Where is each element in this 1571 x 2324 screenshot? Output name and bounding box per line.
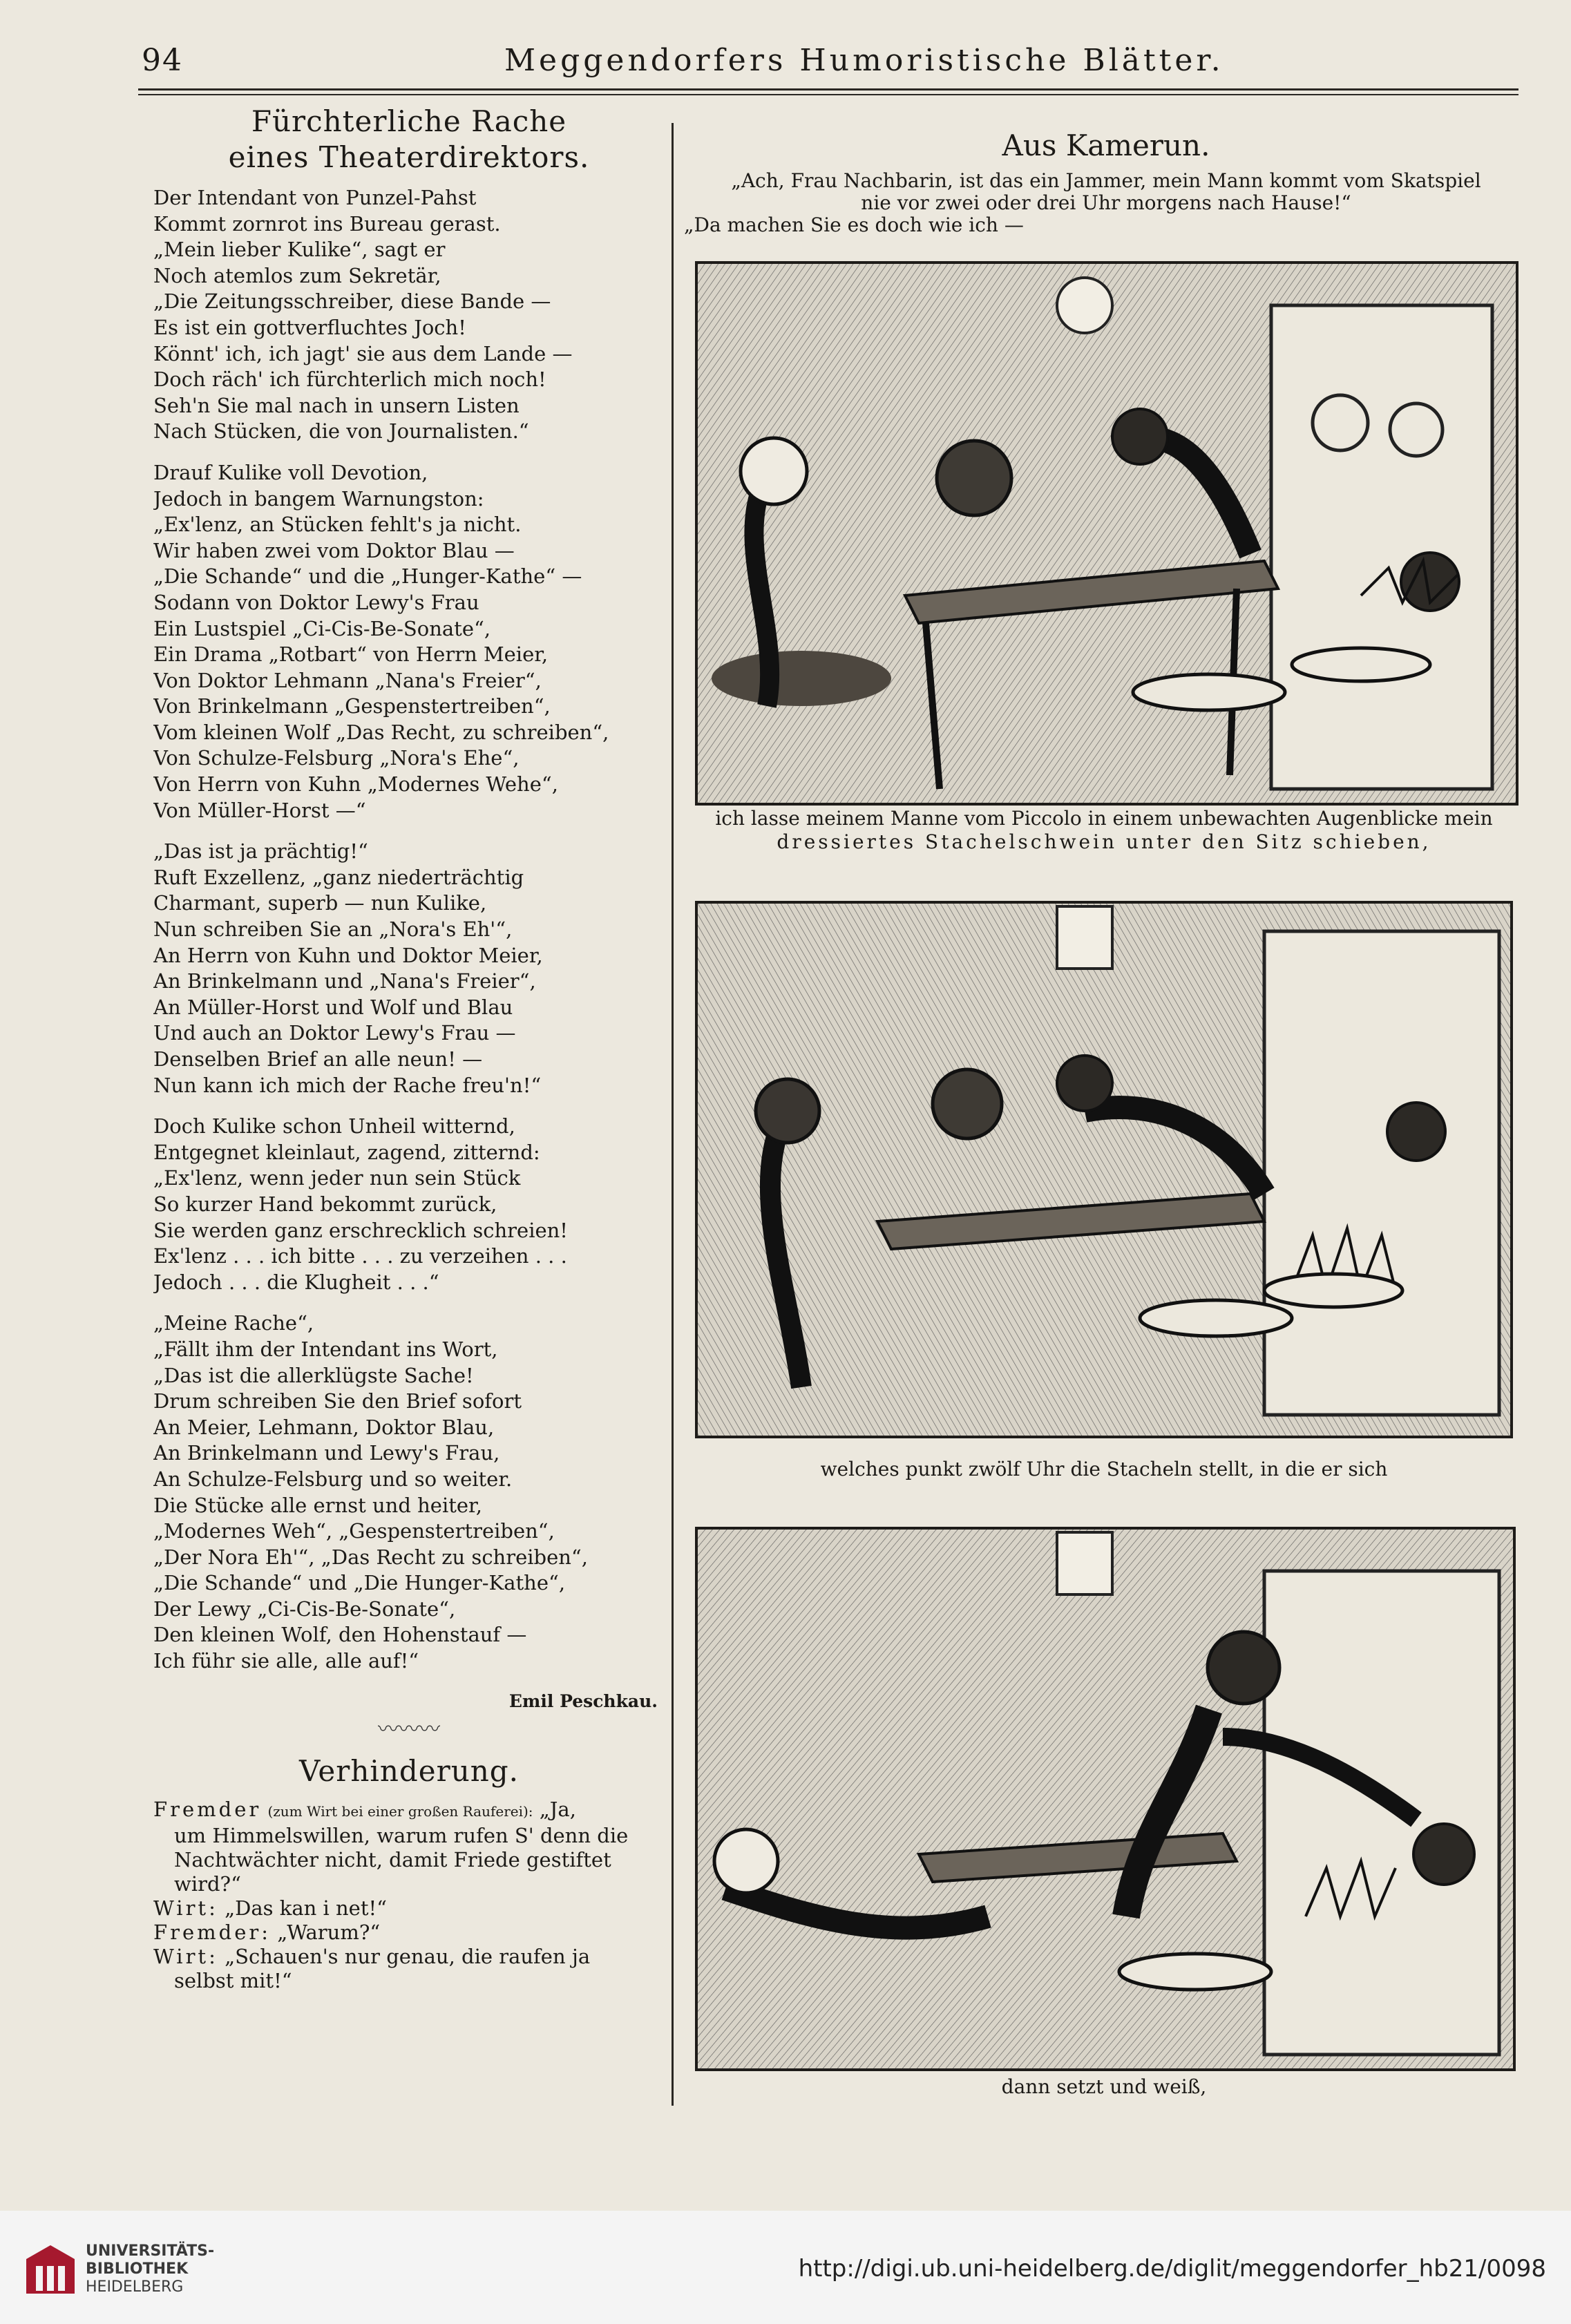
- card-game-scene-panel: [695, 261, 1518, 806]
- dialogue-text: „Ja,: [539, 1797, 576, 1821]
- poem-line: „Das ist ja prächtig!“: [153, 839, 368, 864]
- poem-line: „Der Nora Eh'“, „Das Recht zu schreiben“,: [153, 1545, 588, 1569]
- poem-line: Und auch an Doktor Lewy's Frau —: [153, 1021, 516, 1045]
- poem-line: Den kleinen Wolf, den Hohenstauf —: [153, 1623, 527, 1647]
- left-column: [153, 104, 665, 1993]
- poem-line: Ein Drama „Rotbart“ von Herrn Meier,: [153, 642, 549, 667]
- poem-line: Jedoch . . . die Klugheit . . .“: [153, 1270, 439, 1294]
- intro-line: nie vor zwei oder drei Uhr morgens nach Hause!“: [861, 191, 1351, 214]
- poem-line: „Ex'lenz, wenn jeder nun sein Stück: [153, 1166, 521, 1190]
- right-column: [684, 127, 1528, 236]
- poem-line: „Die Zeitungsschreiber, diese Bande —: [153, 289, 551, 314]
- poem-line: Von Brinkelmann „Gespenstertreiben“,: [153, 694, 551, 718]
- poem-line: Nun schreiben Sie an „Nora's Eh'“,: [153, 917, 513, 942]
- poem-line: Denselben Brief an alle neun! —: [153, 1047, 483, 1071]
- cartoon-title: Aus Kamerun.: [1002, 128, 1210, 162]
- author-signature: Emil Peschkau.: [508, 1690, 658, 1711]
- dialogue-line: [153, 1896, 665, 1921]
- poem-body: [153, 185, 665, 1675]
- poem-line: „Die Schande“ und „Die Hunger-Kathe“,: [153, 1571, 566, 1595]
- poem2-title: Verhinderung.: [298, 1753, 520, 1788]
- poem-line: Doch Kulike schon Unheil witternd,: [153, 1114, 515, 1139]
- digitization-footer: [0, 2211, 1571, 2324]
- header-rule-bottom: [138, 94, 1518, 95]
- poem-line: An Herrn von Kuhn und Doktor Meier,: [153, 943, 543, 967]
- poem-line: Wir haben zwei vom Doktor Blau —: [153, 538, 515, 562]
- library-name-line: BIBLIOTHEK: [86, 2260, 189, 2278]
- poem-stanza: [153, 1311, 665, 1674]
- poem-line: Nun kann ich mich der Rache freu'n!“: [153, 1073, 542, 1097]
- poem-line: Vom kleinen Wolf „Das Recht, zu schreiben“,: [153, 720, 609, 744]
- poem-line: Seh'n Sie mal nach in unsern Listen: [153, 393, 520, 417]
- dialogue-text: „Schauen's nur genau, die raufen ja: [225, 1944, 591, 1968]
- library-name: [86, 2242, 214, 2296]
- panel-caption: [691, 1458, 1517, 1481]
- stage-direction: (zum Wirt bei einer großen Rauferei):: [267, 1802, 533, 1820]
- poem-line: Der Lewy „Ci-Cis-Be-Sonate“,: [153, 1597, 456, 1621]
- poem-line: Ex'lenz . . . ich bitte . . . zu verzeihen . . .: [153, 1244, 567, 1268]
- poem-line: „Meine Rache“,: [153, 1311, 314, 1335]
- poem-line: Ich führ sie alle, alle auf!“: [153, 1649, 419, 1673]
- poem-line: Ruft Exzellenz, „ganz niederträchtig: [153, 865, 524, 889]
- poem-stanza: [153, 185, 665, 445]
- dialogue-text: um Himmelswillen, warum rufen S' denn die: [174, 1823, 629, 1847]
- caption-line: welches punkt zwölf Uhr die Stacheln stellt, in die er sich: [820, 1458, 1388, 1480]
- poem-title-line: eines Theaterdirektors.: [228, 140, 590, 174]
- magazine-title: Meggendorfers Humoristische Blätter.: [504, 43, 1224, 78]
- man-jumps-up-panel: [695, 1527, 1516, 2071]
- poem-line: Kommt zornrot ins Bureau gerast.: [153, 211, 501, 236]
- dialogue-line: [153, 1824, 665, 1848]
- poem-line: Ein Lustspiel „Ci-Cis-Be-Sonate“,: [153, 616, 491, 640]
- poem-line: An Müller-Horst und Wolf und Blau: [153, 995, 513, 1019]
- separator-ornament: 〰〰〰: [378, 1717, 440, 1742]
- poem-line: So kurzer Hand bekommt zurück,: [153, 1192, 497, 1216]
- dialogue-line: [153, 1798, 665, 1824]
- poem2-body: [153, 1798, 665, 1993]
- caption-line: dann setzt und weiß,: [1001, 2075, 1207, 2098]
- poem-line: Von Doktor Lehmann „Nana's Freier“,: [153, 668, 542, 692]
- cartoon-illustration: [698, 904, 1510, 1436]
- speaker-label: Wirt:: [153, 1944, 218, 1968]
- library-name-line: HEIDELBERG: [86, 2278, 184, 2296]
- poem-line: Von Herrn von Kuhn „Modernes Wehe“,: [153, 772, 558, 797]
- library-logo-icon: [19, 2238, 82, 2301]
- poem-line: „Modernes Weh“, „Gespenstertreiben“,: [153, 1519, 555, 1543]
- poem-title: [153, 104, 665, 175]
- poem-line: „Das ist die allerklügste Sache!: [153, 1363, 474, 1387]
- poem-line: Doch räch' ich fürchterlich mich noch!: [153, 368, 546, 392]
- poem-line: Die Stücke alle ernst und heiter,: [153, 1493, 482, 1517]
- poem-stanza: [153, 839, 665, 1098]
- caption-line: ich lasse meinem Manne vom Piccolo in einem unbewachten Augenblicke mein: [715, 807, 1493, 830]
- dialogue-text: „Das kan i net!“: [225, 1896, 387, 1920]
- speaker-label: Fremder:: [153, 1920, 272, 1944]
- poem-line: Von Müller-Horst —“: [153, 798, 366, 822]
- poem-line: Noch atemlos zum Sekretär,: [153, 263, 441, 287]
- poem-line: Entgegnet kleinlaut, zagend, zitternd:: [153, 1140, 540, 1164]
- library-name-line: UNIVERSITÄTS-: [86, 2242, 215, 2260]
- poem-line: „Ex'lenz, an Stücken fehlt's ja nicht.: [153, 513, 522, 537]
- dialogue-line: [153, 1872, 665, 1896]
- dialogue-text: Nachtwächter nicht, damit Friede gestiftet: [174, 1847, 611, 1871]
- poem-line: Der Intendant von Punzel-Pahst: [153, 186, 477, 209]
- dialogue-text: wird?“: [174, 1871, 241, 1896]
- poem-line: Von Schulze-Felsburg „Nora's Ehe“,: [153, 746, 520, 770]
- caption-line: dressiertes Stachelschwein unter den Sitz schieben,: [777, 830, 1431, 853]
- poem-line: Könnt' ich, ich jagt' sie aus dem Lande —: [153, 341, 573, 365]
- porcupine-under-seat-panel: [695, 901, 1513, 1438]
- header-rule-top: [138, 88, 1518, 91]
- intro-line: „Ach, Frau Nachbarin, ist das ein Jammer, mein Mann kommt vom Skatspiel: [731, 169, 1481, 192]
- dialogue-text: „Warum?“: [277, 1920, 381, 1944]
- poem-line: An Brinkelmann und „Nana's Freier“,: [153, 969, 536, 993]
- page-number: 94: [142, 43, 183, 78]
- poem-line: Sodann von Doktor Lewy's Frau: [153, 590, 479, 614]
- poem-line: Jedoch in bangem Warnungston:: [153, 486, 484, 511]
- poem-line: „Mein lieber Kulike“, sagt er: [153, 238, 446, 262]
- panel-caption: [691, 2075, 1517, 2099]
- dialogue-text: selbst mit!“: [174, 1968, 292, 1992]
- intro-line: „Da machen Sie es doch wie ich —: [684, 213, 1024, 236]
- poem-line: An Schulze-Felsburg und so weiter.: [153, 1467, 513, 1491]
- source-url-link[interactable]: http://digi.ub.uni-heidelberg.de/diglit/meggendorfer_hb21/0098: [798, 2255, 1546, 2283]
- poem-line: „Fällt ihm der Intendant ins Wort,: [153, 1337, 498, 1361]
- poem-stanza: [153, 1114, 665, 1295]
- poem-stanza: [153, 460, 665, 823]
- poem-line: An Brinkelmann und Lewy's Frau,: [153, 1441, 500, 1465]
- dialogue-line: [153, 1945, 665, 1969]
- dialogue-line: [153, 1921, 665, 1945]
- poem-line: Es ist ein gottverfluchtes Joch!: [153, 315, 466, 339]
- dialogue-line: [153, 1848, 665, 1872]
- poem-line: An Meier, Lehmann, Doktor Blau,: [153, 1415, 495, 1439]
- column-divider: [672, 123, 674, 2106]
- poem-line: Nach Stücken, die von Journalisten.“: [153, 419, 529, 444]
- poem-line: Charmant, superb — nun Kulike,: [153, 891, 487, 915]
- speaker-label: Fremder: [153, 1797, 262, 1821]
- speaker-label: Wirt:: [153, 1896, 218, 1920]
- poem-line: Drauf Kulike voll Devotion,: [153, 460, 428, 484]
- poem-title-line: Fürchterliche Rache: [251, 104, 567, 138]
- cartoon-illustration: [698, 1530, 1513, 2068]
- panel-caption: [691, 807, 1517, 854]
- poem-line: Sie werden ganz erschrecklich schreien!: [153, 1218, 568, 1242]
- dialogue-line: [153, 1969, 665, 1993]
- cartoon-illustration: [698, 264, 1516, 803]
- poem-line: „Die Schande“ und die „Hunger-Kathe“ —: [153, 564, 582, 589]
- poem-line: Drum schreiben Sie den Brief sofort: [153, 1389, 522, 1413]
